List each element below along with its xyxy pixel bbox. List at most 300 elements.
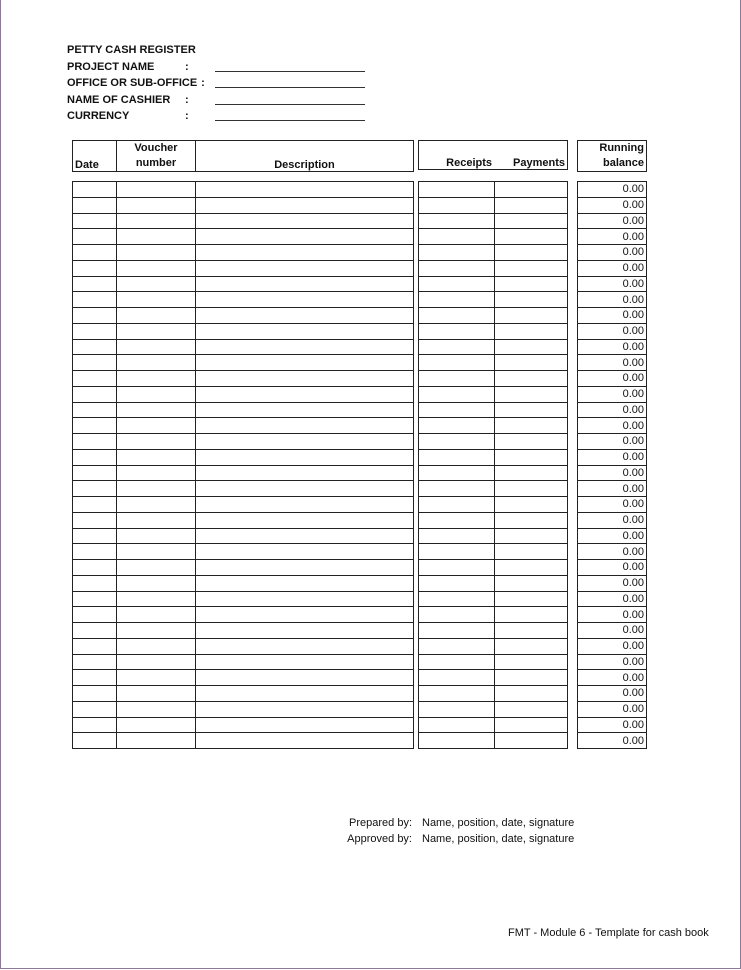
description-cell[interactable] bbox=[196, 560, 414, 576]
description-cell[interactable] bbox=[196, 512, 414, 528]
payments-cell[interactable] bbox=[495, 591, 568, 607]
voucher-cell[interactable] bbox=[117, 512, 196, 528]
table-row bbox=[73, 607, 414, 623]
colon: : bbox=[201, 77, 205, 89]
voucher-cell[interactable] bbox=[117, 717, 196, 733]
receipts-cell[interactable] bbox=[419, 623, 495, 639]
table-row bbox=[73, 686, 414, 702]
payments-cell[interactable] bbox=[495, 371, 568, 387]
receipts-cell[interactable] bbox=[419, 229, 495, 245]
receipts-cell[interactable] bbox=[419, 717, 495, 733]
receipts-cell[interactable] bbox=[419, 339, 495, 355]
description-cell[interactable] bbox=[196, 686, 414, 702]
receipts-cell[interactable] bbox=[419, 213, 495, 229]
description-cell[interactable] bbox=[196, 607, 414, 623]
balance-cell: 0.00 bbox=[578, 418, 647, 434]
date-cell[interactable] bbox=[73, 497, 117, 513]
payments-cell[interactable] bbox=[495, 701, 568, 717]
payments-cell[interactable] bbox=[495, 528, 568, 544]
table-row bbox=[578, 434, 647, 450]
table-row bbox=[578, 213, 647, 229]
table-row bbox=[73, 638, 414, 654]
table-row bbox=[419, 386, 568, 402]
field-label: NAME OF CASHIER bbox=[67, 93, 171, 106]
payments-cell[interactable] bbox=[495, 623, 568, 639]
description-cell[interactable] bbox=[196, 497, 414, 513]
receipts-cell[interactable] bbox=[419, 323, 495, 339]
date-cell[interactable] bbox=[73, 182, 117, 198]
voucher-cell[interactable] bbox=[117, 638, 196, 654]
table-row bbox=[419, 591, 568, 607]
balance-cell: 0.00 bbox=[578, 323, 647, 339]
receipts-cell[interactable] bbox=[419, 449, 495, 465]
description-cell[interactable] bbox=[196, 229, 414, 245]
table-row bbox=[73, 182, 414, 198]
voucher-cell[interactable] bbox=[117, 654, 196, 670]
col-voucher-1: Voucher bbox=[134, 142, 178, 154]
balance-cell: 0.00 bbox=[578, 481, 647, 497]
description-cell[interactable] bbox=[196, 465, 414, 481]
voucher-cell[interactable] bbox=[117, 544, 196, 560]
voucher-cell[interactable] bbox=[117, 323, 196, 339]
description-cell[interactable] bbox=[196, 386, 414, 402]
approved-value: Name, position, date, signature bbox=[422, 833, 575, 845]
receipts-cell[interactable] bbox=[419, 591, 495, 607]
table-row bbox=[73, 528, 414, 544]
voucher-cell[interactable] bbox=[117, 197, 196, 213]
date-cell[interactable] bbox=[73, 623, 117, 639]
table-row bbox=[578, 260, 647, 276]
table-row bbox=[73, 497, 414, 513]
voucher-cell[interactable] bbox=[117, 686, 196, 702]
date-cell[interactable] bbox=[73, 402, 117, 418]
balance-cell: 0.00 bbox=[578, 371, 647, 387]
date-cell[interactable] bbox=[73, 213, 117, 229]
description-cell[interactable] bbox=[196, 591, 414, 607]
description-cell[interactable] bbox=[196, 260, 414, 276]
table-row bbox=[578, 591, 647, 607]
payments-cell[interactable] bbox=[495, 544, 568, 560]
payments-cell[interactable] bbox=[495, 575, 568, 591]
payments-cell[interactable] bbox=[495, 386, 568, 402]
col-receipts: Receipts bbox=[419, 141, 495, 170]
receipts-cell[interactable] bbox=[419, 465, 495, 481]
table-row bbox=[419, 544, 568, 560]
voucher-cell[interactable] bbox=[117, 575, 196, 591]
table-row bbox=[578, 670, 647, 686]
payments-cell[interactable] bbox=[495, 560, 568, 576]
voucher-cell[interactable] bbox=[117, 528, 196, 544]
receipts-cell[interactable] bbox=[419, 607, 495, 623]
balance-cell: 0.00 bbox=[578, 528, 647, 544]
balance-cell: 0.00 bbox=[578, 434, 647, 450]
table-row bbox=[419, 575, 568, 591]
description-cell[interactable] bbox=[196, 638, 414, 654]
date-cell[interactable] bbox=[73, 323, 117, 339]
voucher-cell[interactable] bbox=[117, 308, 196, 324]
receipts-cell[interactable] bbox=[419, 528, 495, 544]
date-cell[interactable] bbox=[73, 308, 117, 324]
payments-cell[interactable] bbox=[495, 497, 568, 513]
receipts-cell[interactable] bbox=[419, 512, 495, 528]
balance-cell: 0.00 bbox=[578, 497, 647, 513]
description-cell[interactable] bbox=[196, 197, 414, 213]
payments-cell[interactable] bbox=[495, 481, 568, 497]
table-row bbox=[419, 670, 568, 686]
col-balance bbox=[578, 141, 647, 172]
balance-cell: 0.00 bbox=[578, 544, 647, 560]
payments-cell[interactable] bbox=[495, 292, 568, 308]
voucher-cell[interactable] bbox=[117, 182, 196, 198]
payments-cell[interactable] bbox=[495, 197, 568, 213]
receipts-cell[interactable] bbox=[419, 260, 495, 276]
payments-cell[interactable] bbox=[495, 733, 568, 749]
payments-cell[interactable] bbox=[495, 512, 568, 528]
table-row bbox=[578, 701, 647, 717]
description-cell[interactable] bbox=[196, 292, 414, 308]
table-row bbox=[419, 607, 568, 623]
receipts-cell[interactable] bbox=[419, 434, 495, 450]
col-payments: Payments bbox=[494, 141, 568, 170]
payments-cell[interactable] bbox=[495, 449, 568, 465]
balance-cell: 0.00 bbox=[578, 623, 647, 639]
body-right bbox=[577, 181, 647, 749]
description-cell[interactable] bbox=[196, 371, 414, 387]
voucher-cell[interactable] bbox=[117, 339, 196, 355]
date-cell[interactable] bbox=[73, 449, 117, 465]
table-row bbox=[419, 465, 568, 481]
receipts-cell[interactable] bbox=[419, 686, 495, 702]
header-mid bbox=[418, 140, 568, 170]
table-row bbox=[73, 701, 414, 717]
voucher-cell[interactable] bbox=[117, 418, 196, 434]
table-row bbox=[73, 465, 414, 481]
table-row bbox=[419, 654, 568, 670]
payments-cell[interactable] bbox=[495, 308, 568, 324]
receipts-cell[interactable] bbox=[419, 733, 495, 749]
col-voucher bbox=[117, 141, 196, 172]
voucher-cell[interactable] bbox=[117, 229, 196, 245]
table-row bbox=[73, 670, 414, 686]
payments-cell[interactable] bbox=[495, 465, 568, 481]
table-row bbox=[419, 197, 568, 213]
register-header bbox=[67, 42, 205, 125]
description-cell[interactable] bbox=[196, 654, 414, 670]
table-row bbox=[578, 717, 647, 733]
description-cell[interactable] bbox=[196, 670, 414, 686]
receipts-cell[interactable] bbox=[419, 182, 495, 198]
date-cell[interactable] bbox=[73, 670, 117, 686]
table-row bbox=[73, 560, 414, 576]
voucher-cell[interactable] bbox=[117, 213, 196, 229]
description-cell[interactable] bbox=[196, 575, 414, 591]
table-row bbox=[578, 560, 647, 576]
table-row bbox=[578, 402, 647, 418]
date-cell[interactable] bbox=[73, 591, 117, 607]
payments-cell[interactable] bbox=[495, 355, 568, 371]
receipts-cell[interactable] bbox=[419, 418, 495, 434]
date-cell[interactable] bbox=[73, 355, 117, 371]
colon: : bbox=[185, 93, 189, 106]
table-row bbox=[419, 717, 568, 733]
payments-cell[interactable] bbox=[495, 670, 568, 686]
date-cell[interactable] bbox=[73, 260, 117, 276]
col-date: Date bbox=[73, 141, 117, 172]
table-row bbox=[578, 371, 647, 387]
date-cell[interactable] bbox=[73, 575, 117, 591]
date-cell[interactable] bbox=[73, 418, 117, 434]
voucher-cell[interactable] bbox=[117, 245, 196, 261]
table-row bbox=[578, 638, 647, 654]
description-cell[interactable] bbox=[196, 623, 414, 639]
balance-cell: 0.00 bbox=[578, 465, 647, 481]
date-cell[interactable] bbox=[73, 607, 117, 623]
field-currency bbox=[67, 108, 205, 125]
table-row bbox=[73, 575, 414, 591]
payments-cell[interactable] bbox=[495, 182, 568, 198]
table-row bbox=[578, 182, 647, 198]
receipts-cell[interactable] bbox=[419, 371, 495, 387]
balance-cell: 0.00 bbox=[578, 560, 647, 576]
table-row bbox=[419, 182, 568, 198]
cashier-input[interactable] bbox=[215, 104, 365, 105]
receipts-cell[interactable] bbox=[419, 308, 495, 324]
description-cell[interactable] bbox=[196, 528, 414, 544]
colon: : bbox=[185, 60, 189, 73]
project-name-input[interactable] bbox=[215, 71, 365, 72]
balance-cell: 0.00 bbox=[578, 260, 647, 276]
table-row bbox=[73, 434, 414, 450]
table-row bbox=[73, 245, 414, 261]
table-row bbox=[419, 733, 568, 749]
table-row bbox=[419, 512, 568, 528]
receipts-cell[interactable] bbox=[419, 245, 495, 261]
description-cell[interactable] bbox=[196, 245, 414, 261]
footer-note: FMT - Module 6 - Template for cash book bbox=[508, 927, 709, 939]
date-cell[interactable] bbox=[73, 528, 117, 544]
payments-cell[interactable] bbox=[495, 339, 568, 355]
date-cell[interactable] bbox=[73, 544, 117, 560]
receipts-cell[interactable] bbox=[419, 560, 495, 576]
receipts-cell[interactable] bbox=[419, 575, 495, 591]
voucher-cell[interactable] bbox=[117, 449, 196, 465]
description-cell[interactable] bbox=[196, 717, 414, 733]
date-cell[interactable] bbox=[73, 512, 117, 528]
table-row bbox=[73, 449, 414, 465]
receipts-cell[interactable] bbox=[419, 481, 495, 497]
description-cell[interactable] bbox=[196, 434, 414, 450]
table-row bbox=[73, 292, 414, 308]
office-input[interactable] bbox=[215, 87, 365, 88]
field-office bbox=[67, 75, 205, 92]
date-cell[interactable] bbox=[73, 717, 117, 733]
col-voucher-2: number bbox=[135, 157, 177, 169]
table-row bbox=[419, 323, 568, 339]
table-row bbox=[578, 418, 647, 434]
prepared-label: Prepared by: bbox=[349, 817, 412, 829]
description-cell[interactable] bbox=[196, 323, 414, 339]
balance-cell: 0.00 bbox=[578, 292, 647, 308]
date-cell[interactable] bbox=[73, 434, 117, 450]
payments-cell[interactable] bbox=[495, 638, 568, 654]
balance-cell: 0.00 bbox=[578, 355, 647, 371]
table-row bbox=[578, 465, 647, 481]
voucher-cell[interactable] bbox=[117, 591, 196, 607]
receipts-cell[interactable] bbox=[419, 701, 495, 717]
table-row bbox=[73, 308, 414, 324]
date-cell[interactable] bbox=[73, 245, 117, 261]
description-cell[interactable] bbox=[196, 355, 414, 371]
description-cell[interactable] bbox=[196, 733, 414, 749]
date-cell[interactable] bbox=[73, 339, 117, 355]
receipts-cell[interactable] bbox=[419, 638, 495, 654]
table-row bbox=[419, 260, 568, 276]
voucher-cell[interactable] bbox=[117, 465, 196, 481]
voucher-cell[interactable] bbox=[117, 402, 196, 418]
receipts-cell[interactable] bbox=[419, 197, 495, 213]
voucher-cell[interactable] bbox=[117, 292, 196, 308]
voucher-cell[interactable] bbox=[117, 260, 196, 276]
description-cell[interactable] bbox=[196, 418, 414, 434]
date-cell[interactable] bbox=[73, 386, 117, 402]
balance-cell: 0.00 bbox=[578, 213, 647, 229]
currency-input[interactable] bbox=[215, 120, 365, 121]
voucher-cell[interactable] bbox=[117, 701, 196, 717]
table-row bbox=[578, 512, 647, 528]
description-cell[interactable] bbox=[196, 449, 414, 465]
table-row bbox=[578, 197, 647, 213]
date-cell[interactable] bbox=[73, 197, 117, 213]
payments-cell[interactable] bbox=[495, 229, 568, 245]
table-row bbox=[578, 544, 647, 560]
date-cell[interactable] bbox=[73, 733, 117, 749]
payments-cell[interactable] bbox=[495, 213, 568, 229]
table-row bbox=[419, 701, 568, 717]
voucher-cell[interactable] bbox=[117, 623, 196, 639]
table-row bbox=[578, 497, 647, 513]
col-balance-1: Running bbox=[599, 142, 644, 154]
description-cell[interactable] bbox=[196, 701, 414, 717]
receipts-cell[interactable] bbox=[419, 386, 495, 402]
date-cell[interactable] bbox=[73, 292, 117, 308]
voucher-cell[interactable] bbox=[117, 371, 196, 387]
voucher-cell[interactable] bbox=[117, 386, 196, 402]
description-cell[interactable] bbox=[196, 308, 414, 324]
table-row bbox=[419, 402, 568, 418]
table-row bbox=[73, 733, 414, 749]
balance-cell: 0.00 bbox=[578, 339, 647, 355]
voucher-cell[interactable] bbox=[117, 670, 196, 686]
payments-cell[interactable] bbox=[495, 402, 568, 418]
voucher-cell[interactable] bbox=[117, 434, 196, 450]
table-row bbox=[419, 623, 568, 639]
date-cell[interactable] bbox=[73, 465, 117, 481]
date-cell[interactable] bbox=[73, 229, 117, 245]
description-cell[interactable] bbox=[196, 402, 414, 418]
payments-cell[interactable] bbox=[495, 686, 568, 702]
description-cell[interactable] bbox=[196, 276, 414, 292]
table-row bbox=[73, 512, 414, 528]
balance-cell: 0.00 bbox=[578, 638, 647, 654]
payments-cell[interactable] bbox=[495, 323, 568, 339]
table-row bbox=[419, 528, 568, 544]
balance-cell: 0.00 bbox=[578, 607, 647, 623]
date-cell[interactable] bbox=[73, 686, 117, 702]
payments-cell[interactable] bbox=[495, 654, 568, 670]
table-row bbox=[419, 686, 568, 702]
table-row bbox=[73, 323, 414, 339]
voucher-cell[interactable] bbox=[117, 276, 196, 292]
date-cell[interactable] bbox=[73, 481, 117, 497]
receipts-cell[interactable] bbox=[419, 544, 495, 560]
table-row bbox=[578, 528, 647, 544]
voucher-cell[interactable] bbox=[117, 607, 196, 623]
receipts-cell[interactable] bbox=[419, 670, 495, 686]
payments-cell[interactable] bbox=[495, 245, 568, 261]
payments-cell[interactable] bbox=[495, 260, 568, 276]
table-row bbox=[578, 386, 647, 402]
voucher-cell[interactable] bbox=[117, 497, 196, 513]
body-mid bbox=[418, 181, 568, 749]
receipts-cell[interactable] bbox=[419, 402, 495, 418]
description-cell[interactable] bbox=[196, 481, 414, 497]
balance-cell: 0.00 bbox=[578, 245, 647, 261]
table-row bbox=[419, 245, 568, 261]
description-cell[interactable] bbox=[196, 213, 414, 229]
balance-cell: 0.00 bbox=[578, 670, 647, 686]
col-description: Description bbox=[196, 141, 414, 172]
table-row bbox=[73, 386, 414, 402]
payments-cell[interactable] bbox=[495, 607, 568, 623]
date-cell[interactable] bbox=[73, 654, 117, 670]
balance-cell: 0.00 bbox=[578, 308, 647, 324]
table-row bbox=[578, 654, 647, 670]
table-row bbox=[578, 292, 647, 308]
prepared-value: Name, position, date, signature bbox=[422, 817, 575, 829]
table-row bbox=[578, 276, 647, 292]
description-cell[interactable] bbox=[196, 182, 414, 198]
receipts-cell[interactable] bbox=[419, 355, 495, 371]
payments-cell[interactable] bbox=[495, 434, 568, 450]
table-row bbox=[73, 654, 414, 670]
table-row bbox=[73, 260, 414, 276]
table-row bbox=[419, 481, 568, 497]
table-row bbox=[73, 371, 414, 387]
balance-cell: 0.00 bbox=[578, 197, 647, 213]
date-cell[interactable] bbox=[73, 701, 117, 717]
voucher-cell[interactable] bbox=[117, 481, 196, 497]
receipts-cell[interactable] bbox=[419, 276, 495, 292]
description-cell[interactable] bbox=[196, 339, 414, 355]
receipts-cell[interactable] bbox=[419, 654, 495, 670]
field-project-name bbox=[67, 59, 205, 76]
date-cell[interactable] bbox=[73, 560, 117, 576]
receipts-cell[interactable] bbox=[419, 497, 495, 513]
table-row bbox=[578, 308, 647, 324]
description-cell[interactable] bbox=[196, 544, 414, 560]
receipts-cell[interactable] bbox=[419, 292, 495, 308]
voucher-cell[interactable] bbox=[117, 733, 196, 749]
payments-cell[interactable] bbox=[495, 276, 568, 292]
date-cell[interactable] bbox=[73, 371, 117, 387]
voucher-cell[interactable] bbox=[117, 355, 196, 371]
date-cell[interactable] bbox=[73, 638, 117, 654]
voucher-cell[interactable] bbox=[117, 560, 196, 576]
date-cell[interactable] bbox=[73, 276, 117, 292]
table-row bbox=[73, 717, 414, 733]
payments-cell[interactable] bbox=[495, 717, 568, 733]
payments-cell[interactable] bbox=[495, 418, 568, 434]
